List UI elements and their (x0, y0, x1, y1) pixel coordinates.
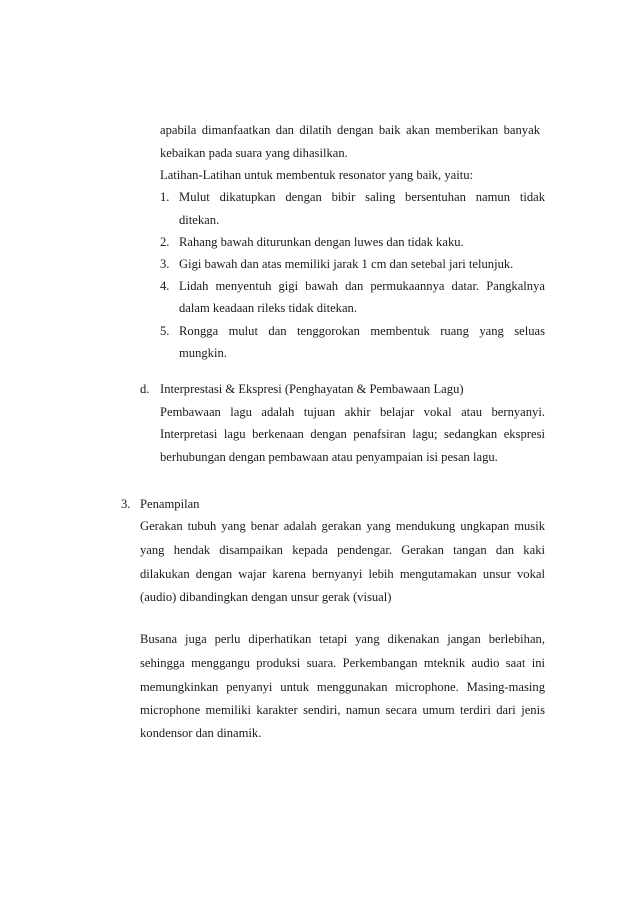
text-line: (audio) dibandingkan dengan unsur gerak (visual) (140, 590, 392, 604)
section-heading: Interprestasi & Ekspresi (Penghayatan & Pembawaan Lagu) (160, 382, 464, 396)
text-line: sehingga menggangu produksi suara. Perkembangan mteknik audio saat ini (140, 656, 545, 670)
text-line: dilakukan dengan wajar karena bernyanyi lebih mengutamakan unsur vokal (140, 567, 545, 581)
list-number: 5. (160, 324, 170, 338)
list-item-text: Lidah menyentuh gigi bawah dan permukaannya datar. Pangkalnya (179, 279, 545, 293)
text-line: berhubungan dengan pembawaan atau penyampaian isi pesan lagu. (160, 450, 498, 464)
text-line: Busana juga perlu diperhatikan tetapi yang dikenakan jangan berlebihan, (140, 632, 545, 646)
text-line: Pembawaan lagu adalah tujuan akhir belajar vokal atau bernyanyi. (160, 405, 545, 419)
section-heading: Penampilan (140, 497, 200, 511)
list-item-text: dalam keadaan rileks tidak ditekan. (179, 301, 357, 315)
text-line: Interpretasi lagu berkenaan dengan penafsiran lagu; sedangkan ekspresi (160, 427, 545, 441)
text-line: yang hendak disampaikan kepada pendengar. Gerakan tangan dan kaki (140, 543, 545, 557)
section-marker: 3. (121, 497, 131, 511)
list-item-text: Rahang bawah diturunkan dengan luwes dan tidak kaku. (179, 235, 464, 249)
list-item-text: ditekan. (179, 213, 220, 227)
list-item-text: mungkin. (179, 346, 227, 360)
exercise-intro: Latihan-Latihan untuk membentuk resonator yang baik, yaitu: (160, 168, 474, 182)
text-line: memungkinkan penyanyi untuk menggunakan microphone. Masing-masing (140, 680, 545, 694)
text-line: kondensor dan dinamik. (140, 726, 262, 740)
text-line: apabila dimanfaatkan dan dilatih dengan baik akan memberikan banyak (160, 123, 540, 137)
text-line: microphone memiliki karakter sendiri, namun secara umum terdiri dari jenis (140, 703, 545, 717)
text-line: Gerakan tubuh yang benar adalah gerakan yang mendukung ungkapan musik (140, 519, 545, 533)
list-number: 3. (160, 257, 170, 271)
section-marker: d. (140, 382, 150, 396)
list-item-text: Rongga mulut dan tenggorokan membentuk ruang yang seluas (179, 324, 545, 338)
list-number: 4. (160, 279, 170, 293)
list-item-text: Mulut dikatupkan dengan bibir saling bersentuhan namun tidak (179, 190, 545, 204)
list-item-text: Gigi bawah dan atas memiliki jarak 1 cm dan setebal jari telunjuk. (179, 257, 514, 271)
list-number: 2. (160, 235, 170, 249)
list-number: 1. (160, 190, 170, 204)
text-line: kebaikan pada suara yang dihasilkan. (160, 146, 348, 160)
